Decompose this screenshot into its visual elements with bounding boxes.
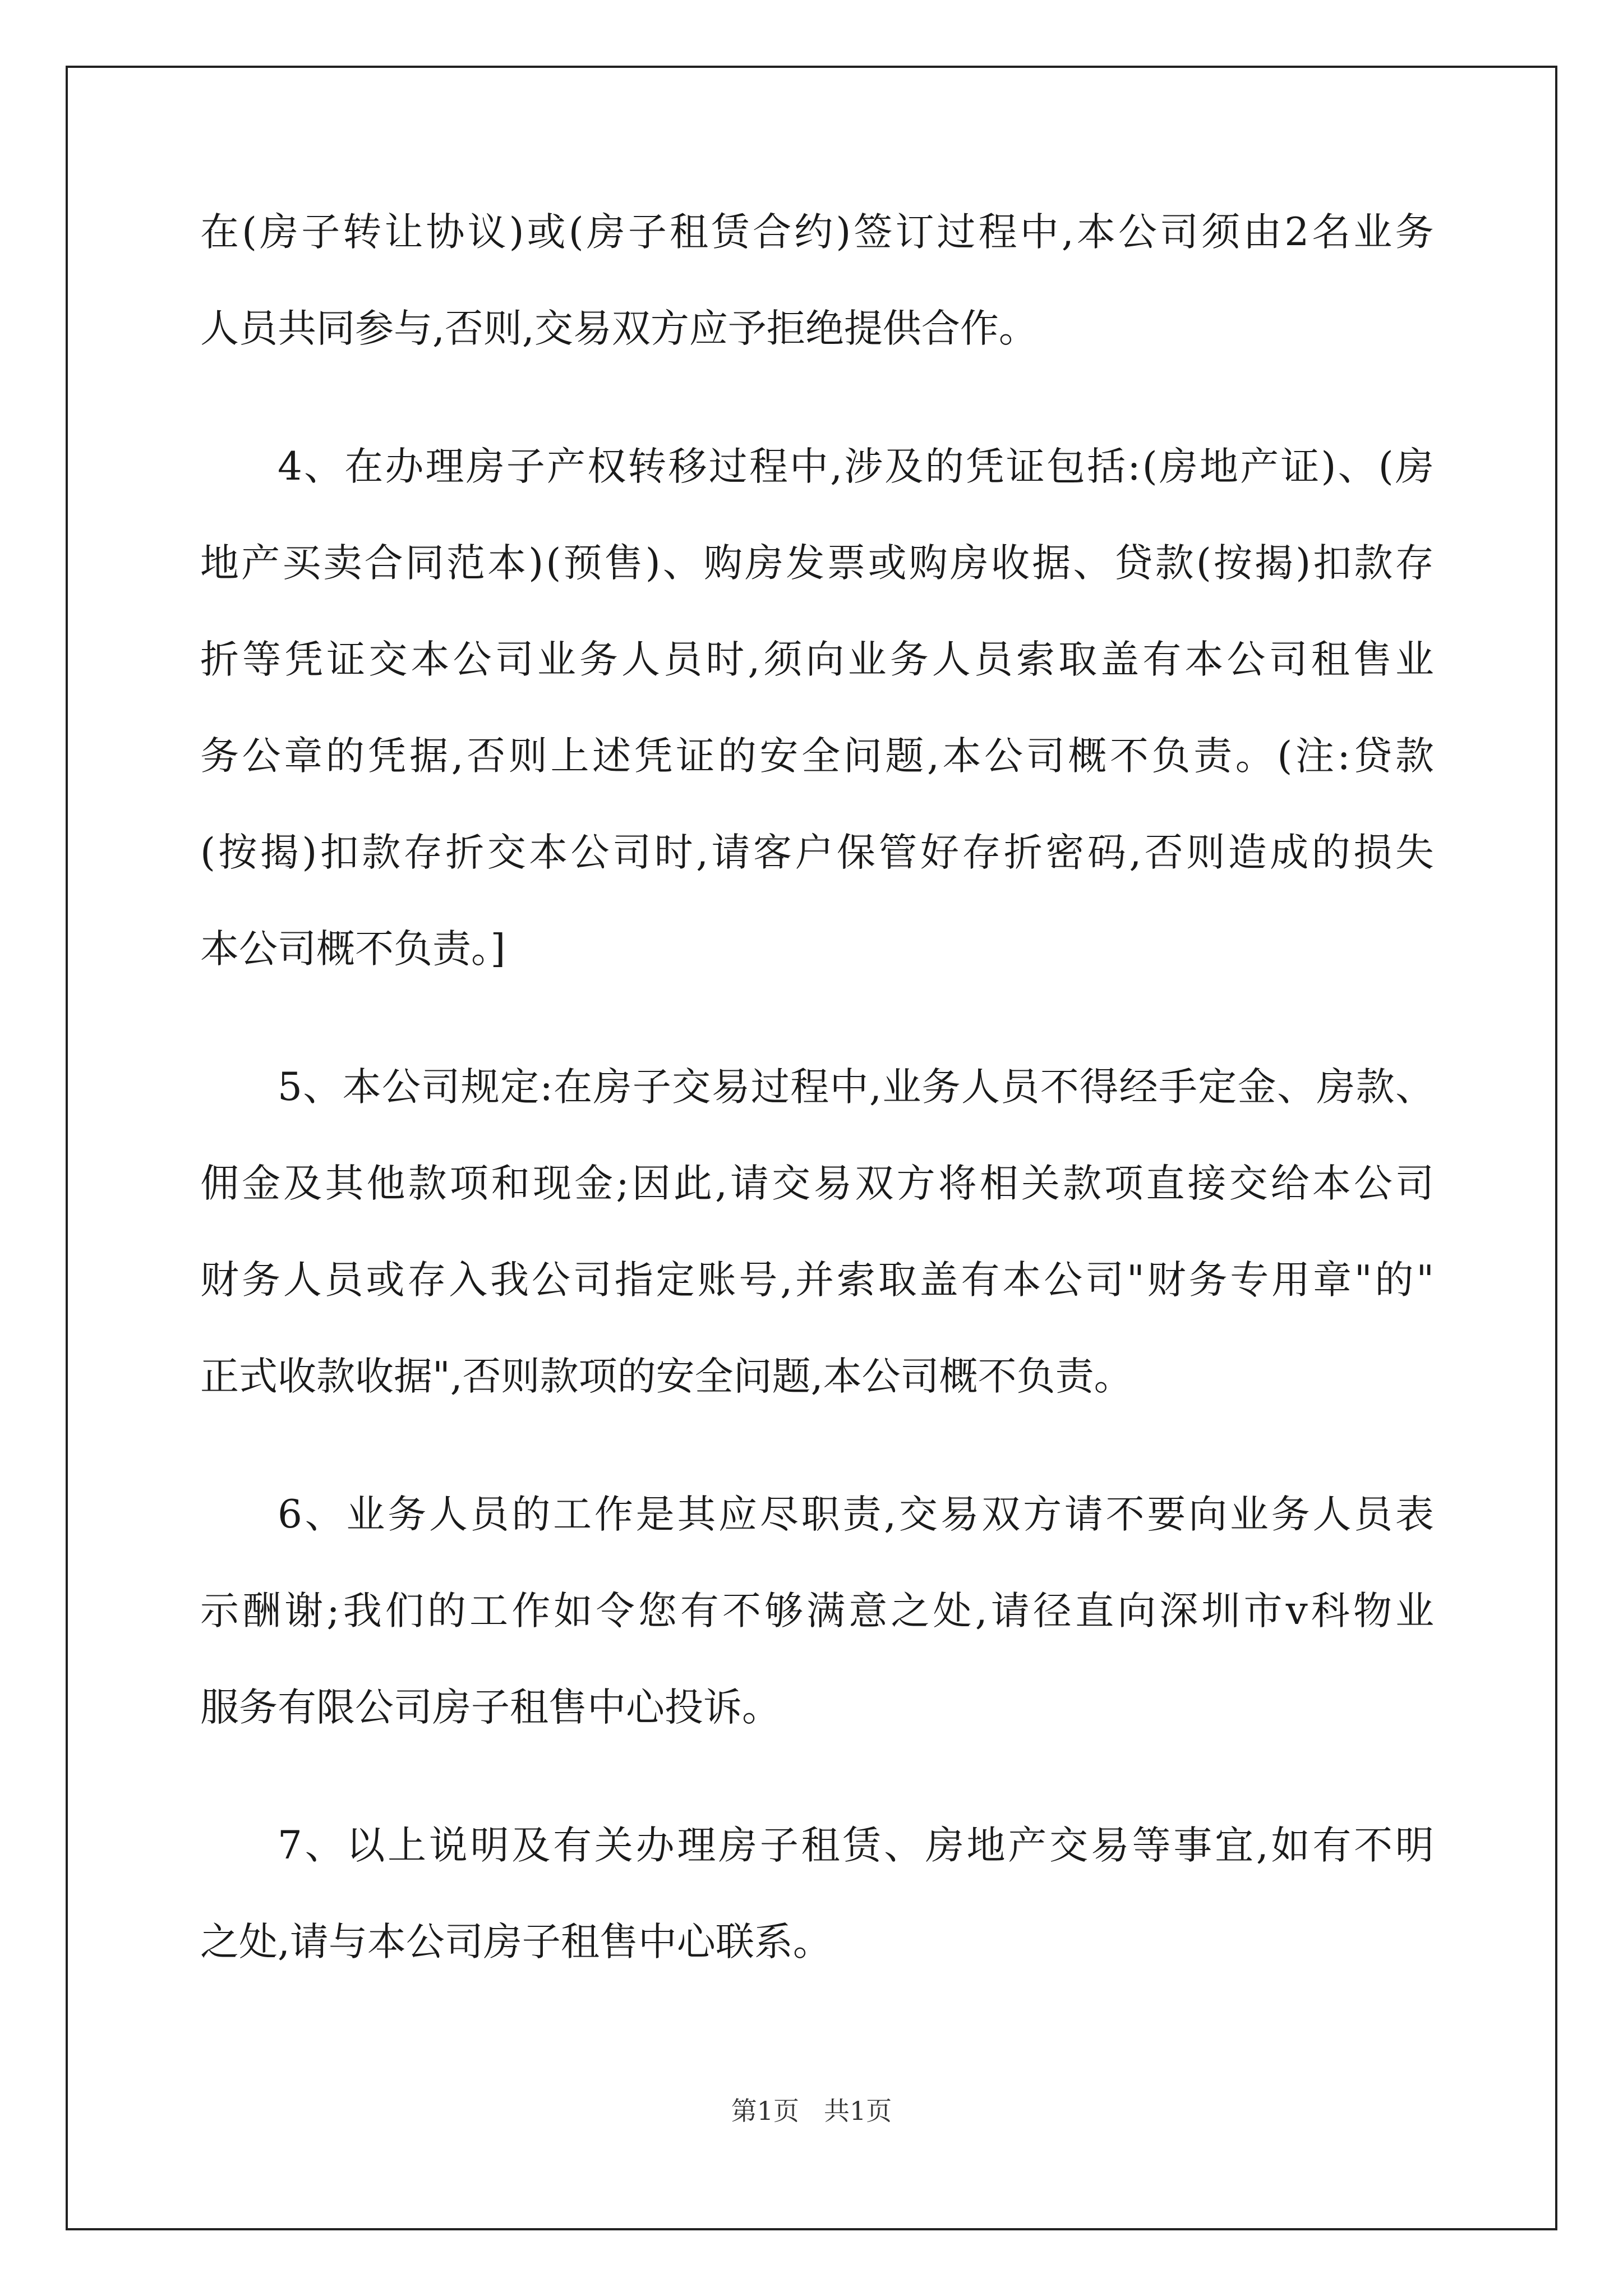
text-line xyxy=(200,1492,1437,1592)
text-line xyxy=(200,830,1437,930)
text-line xyxy=(200,1685,1434,1785)
text-line-content: 6、业务人员的工作是其应尽职责,交易双方请不要向业务人员表 xyxy=(278,1492,1437,1537)
text-line xyxy=(200,637,1438,737)
text-line-content: 7、以上说明及有关办理房子租赁、房地产交易等事宜,如有不明 xyxy=(278,1823,1437,1868)
text-line-content: (按揭)扣款存折交本公司时,请客户保管好存折密码,否则造成的损失 xyxy=(200,830,1437,875)
text-line-content: 4、在办理房子产权转移过程中,涉及的凭证包括:(房地产证)、(房 xyxy=(278,444,1436,489)
text-line xyxy=(200,1354,1434,1454)
text-line xyxy=(200,210,1437,310)
text-line xyxy=(200,541,1436,641)
text-line-content: 之处,请与本公司房子租售中心联系。 xyxy=(200,1920,832,1964)
text-line xyxy=(200,734,1437,834)
text-line-content: 在(房子转让协议)或(房子租赁合约)签订过程中,本公司须由2名业务 xyxy=(200,210,1437,255)
page-total: 共1页 xyxy=(823,2096,892,2126)
text-line-content: 5、本公司规定:在房子交易过程中,业务人员不得经手定金、房款、 xyxy=(278,1065,1435,1110)
text-line xyxy=(200,444,1436,544)
text-line-content: 财务人员或存入我公司指定账号,并索取盖有本公司"财务专用章"的" xyxy=(200,1258,1437,1303)
document-body xyxy=(200,210,1438,2019)
text-line-content: 正式收款收据",否则款项的安全问题,本公司概不负责。 xyxy=(200,1354,1133,1399)
text-line-content: 本公司概不负责。] xyxy=(200,927,506,972)
text-line-content: 人员共同参与,否则,交易双方应予拒绝提供合作。 xyxy=(200,306,1038,351)
text-line xyxy=(200,1065,1435,1165)
text-line-content: 务公章的凭据,否则上述凭证的安全问题,本公司概不负责。(注:贷款 xyxy=(200,734,1437,779)
text-line xyxy=(200,1161,1437,1261)
text-line-content: 服务有限公司房子租售中心投诉。 xyxy=(200,1685,781,1730)
text-line xyxy=(200,1823,1437,1923)
text-line xyxy=(200,1589,1438,1688)
text-line xyxy=(200,306,1434,406)
text-line-content: 折等凭证交本公司业务人员时,须向业务人员索取盖有本公司租售业 xyxy=(200,637,1438,682)
page-number: 第1页 xyxy=(731,2096,800,2126)
text-line xyxy=(200,1920,1434,2019)
text-line xyxy=(200,927,1434,1027)
text-line-content: 示酬谢;我们的工作如令您有不够满意之处,请径直向深圳市v科物业 xyxy=(200,1589,1438,1634)
page-footer xyxy=(0,2091,1623,2128)
text-line xyxy=(200,1258,1437,1358)
text-line-content: 佣金及其他款项和现金;因此,请交易双方将相关款项直接交给本公司 xyxy=(200,1161,1437,1206)
text-line-content: 地产买卖合同范本)(预售)、购房发票或购房收据、贷款(按揭)扣款存 xyxy=(200,541,1436,586)
